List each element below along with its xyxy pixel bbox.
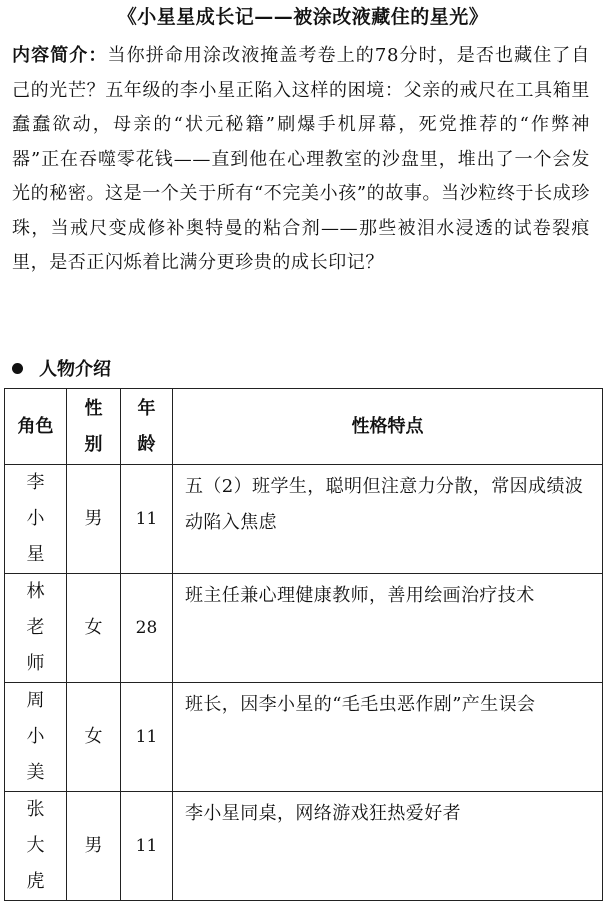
cell-gender: 女 <box>67 683 121 792</box>
cell-traits: 五（2）班学生，聪明但注意力分散，常因成绩波动陷入焦虑 <box>173 465 603 574</box>
content-summary <box>12 39 590 281</box>
cell-gender: 男 <box>67 465 121 574</box>
cell-role: 林老师 <box>5 574 67 683</box>
cell-gender: 男 <box>67 792 121 901</box>
table-row <box>5 574 603 683</box>
cell-age: 11 <box>121 683 173 792</box>
cell-traits: 班长，因李小星的“毛毛虫恶作剧”产生误会 <box>173 683 603 792</box>
cell-role: 周小美 <box>5 683 67 792</box>
header-gender: 性别 <box>67 389 121 465</box>
table-row <box>5 792 603 901</box>
cell-age: 11 <box>121 792 173 901</box>
table-header-row <box>5 389 603 465</box>
cell-traits: 李小星同桌，网络游戏狂热爱好者 <box>173 792 603 901</box>
cell-traits: 班主任兼心理健康教师，善用绘画治疗技术 <box>173 574 603 683</box>
character-table <box>4 388 603 901</box>
header-age: 年龄 <box>121 389 173 465</box>
section-heading-characters <box>12 353 111 383</box>
document-title: 《小星星成长记——被涂改液藏住的星光》 <box>117 6 489 28</box>
header-role: 角色 <box>5 389 67 465</box>
bullet-icon <box>12 363 23 374</box>
cell-age: 11 <box>121 465 173 574</box>
summary-text: 当你拼命用涂改液掩盖考卷上的78分时，是否也藏住了自己的光芒？五年级的李小星正陷入这样的困境：父亲的戒尺在工具箱里蠢蠢欲动，母亲的“状元秘籍”刷爆手机屏幕，死党推荐的“作弊神器”正在吞噬零花钱——直到他在心理教室的沙盘里，堆出了一个会发光的秘密。这是一个关于所有“不完美小孩”的故事。当沙粒终于长成珍珠，当戒尺变成修补奥特曼的粘合剂——那些被泪水浸透的试卷裂痕里，是否正闪烁着比满分更珍贵的成长印记？ <box>12 45 590 273</box>
table-row <box>5 683 603 792</box>
cell-role: 李小星 <box>5 465 67 574</box>
cell-gender: 女 <box>67 574 121 683</box>
cell-role: 张大虎 <box>5 792 67 901</box>
header-traits: 性格特点 <box>173 389 603 465</box>
section-title: 人物介绍 <box>39 359 111 380</box>
summary-label: 内容简介： <box>12 45 108 66</box>
cell-age: 28 <box>121 574 173 683</box>
table-row <box>5 465 603 574</box>
